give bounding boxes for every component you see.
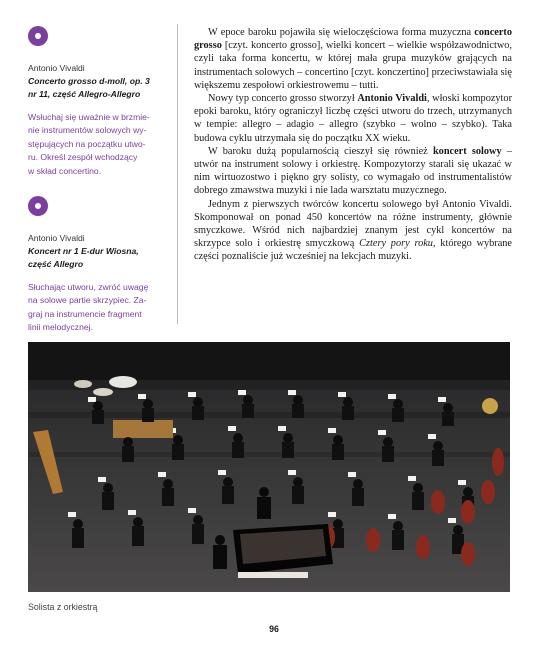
- music-disc-icon: [28, 26, 48, 46]
- text: , którego wybrane części poznaliście już wcześniej na lekcjach muzyki.: [194, 238, 512, 263]
- sidebar-author: Antonio Vivaldi: [28, 63, 85, 73]
- text: [czyt. koncerto grosso], wielki koncert – wielkie współzawodnictwo, czyli taka forma koncertu, w której mała grupa muzyków grających na instrumentach solowych – concertino [czyt. konczertino] przeciwstawiała się większemu zespołowi orkiestrowemu – tutti.: [194, 40, 512, 91]
- music-disc-icon: [28, 196, 48, 216]
- sidebar-description: [28, 111, 154, 178]
- sidebar-desc-line: ru. Określ zespół wchodzący: [28, 152, 138, 163]
- sidebar-title-line: część Allegro: [28, 259, 84, 270]
- text: , włoski kompozytor epoki baroku, który ograniczył liczbę części utworu do trzech, utrzymanych w tempie: allegro – adagio – allegro (szybko – wolno – szybko). Taka budowa cyklu utrzymała się do początku XX wieku.: [194, 93, 512, 144]
- sidebar-title-line: nr 11, część Allegro-Allegro: [28, 89, 141, 99]
- main-text: [194, 26, 512, 264]
- text: W baroku dużą popularnością cieszył się również: [208, 145, 433, 157]
- sidebar-desc-line: na solowe partie skrzypiec. Za-: [28, 295, 147, 306]
- term: koncert solowy: [432, 145, 502, 157]
- text: W epoce baroku pojawiła się wieloczęściowa forma muzyczna: [208, 27, 475, 38]
- sidebar-title-line: Concerto grosso d-moll, op. 3: [28, 76, 150, 86]
- text: Nowy typ concerto grosso stworzył: [208, 93, 358, 105]
- orchestra-illustration: [28, 342, 510, 592]
- sidebar-author: Antonio Vivaldi: [28, 233, 85, 244]
- text: – utwór na instrument solowy i orkiestrę. Kompozytorzy starali się ukazać w nim wirtuozostwo i piękno gry solisty, co wymagało od instrumentalistów dobrego zmawstwa muzyki i nie lada warsztatu muzycznego.: [194, 145, 512, 197]
- sidebar-title: [28, 245, 154, 271]
- paragraph: [194, 26, 512, 92]
- sidebar-description: [28, 281, 154, 335]
- sidebar-desc-line: nie instrumentów solowych wy-: [28, 125, 147, 136]
- sidebar-desc-line: stępujących na początku utwo-: [28, 138, 146, 149]
- photo-caption: Solista z orkiestrą: [28, 602, 98, 612]
- sidebar-title-line: Koncert nr 1 E-dur Wiosna,: [28, 246, 139, 257]
- sidebar-desc-line: Wsłuchaj się uważnie w brzmie-: [28, 112, 150, 122]
- term: concerto grosso: [194, 27, 512, 52]
- page-number: 96: [269, 624, 279, 634]
- column-divider: [177, 24, 178, 324]
- term: Antonio Vivaldi: [357, 93, 427, 105]
- sidebar-desc-line: Słuchając utworu, zwróć uwagę: [28, 282, 149, 293]
- sidebar: [28, 26, 154, 335]
- paragraph: [194, 92, 512, 145]
- sidebar-desc-line: w skład concertino.: [28, 165, 102, 176]
- sidebar-desc-line: linii melodycznej.: [28, 322, 93, 333]
- orchestra-photo: [28, 342, 510, 592]
- paragraph: [194, 145, 512, 198]
- sidebar-desc-line: graj na instrumencie fragment: [28, 308, 142, 319]
- paragraph: [194, 198, 512, 264]
- sidebar-title: [28, 75, 154, 101]
- text: Jednym z pierwszych twórców koncertu solowego był Antonio Vivaldi. Skomponował on ponad 450 koncertów na różne instrumenty, głównie smyczkowe. Wśród nich najbardziej znanym jest cykl koncertów na skrzypce solo i orkiestrę smyczkową: [194, 198, 512, 250]
- work-title: Cztery pory roku: [359, 238, 433, 250]
